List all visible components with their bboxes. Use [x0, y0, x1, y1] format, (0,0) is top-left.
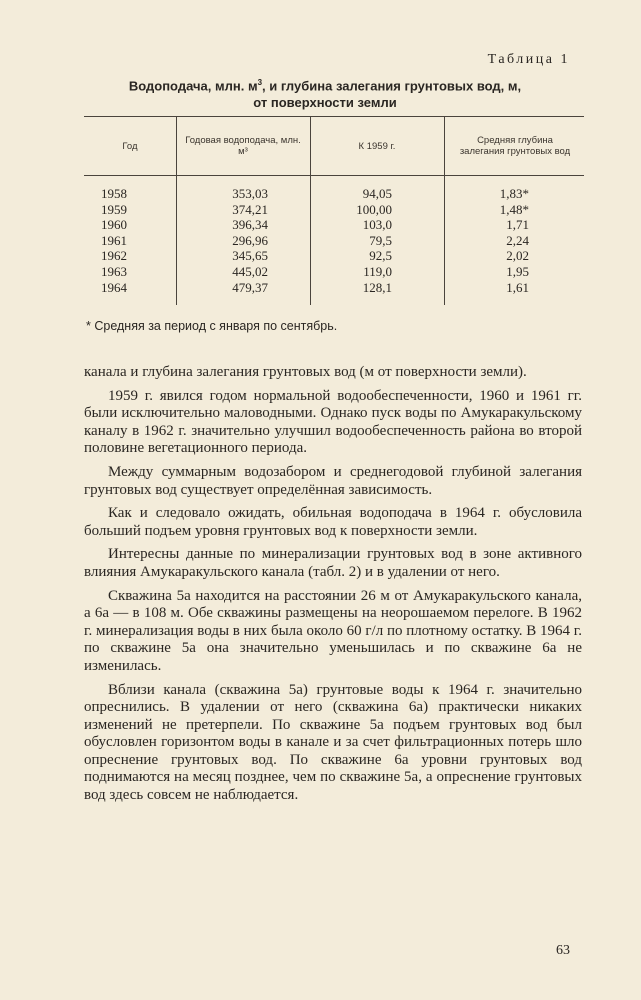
paragraph: Скважина 5а находится на расстоянии 26 м от Амукаракульского канала, а 6а — в 108 м. Обе скважины размещены на неорошаемом перелоге. В 1962 г. минерализация воды в них была около 60 г/л по плотному остатку. В 1964 г. по скважине 5а она значительно уменьшилась и по скважине 6а не изменилась.: [84, 587, 582, 674]
cell-relative: 128,1: [362, 279, 392, 295]
cell-volume: 345,65: [232, 248, 268, 264]
cell-relative: 119,0: [363, 263, 392, 279]
table-label: Таблица 1: [487, 52, 570, 67]
paragraph: Как и следовало ожидать, обильная водоподача в 1964 г. обусловила больший подъем уровня грунтовых вод к поверхности земли.: [84, 505, 582, 539]
page-number: 63: [556, 943, 570, 958]
cell-volume: 353,03: [232, 186, 268, 201]
table-row: [84, 233, 584, 249]
cell-depth: 1,95: [506, 263, 529, 279]
table-title: [70, 74, 580, 111]
cell-volume: 479,37: [232, 279, 268, 295]
cell-depth: 2,24: [506, 232, 529, 248]
table-row: [84, 248, 584, 264]
paragraph: Интересны данные по минерализации грунтовых вод в зоне активного влияния Амукаракульского канала (табл. 2) и в удалении от него.: [84, 546, 582, 580]
table-title-superscript: 3: [257, 78, 263, 87]
table-row: [84, 280, 584, 296]
table-body: [84, 186, 584, 295]
paragraph: Между суммарным водозабором и среднегодовой глубиной залегания грунтовых вод существует определённая зависимость.: [84, 463, 582, 498]
header-relative: К 1959 г.: [358, 140, 396, 152]
cell-volume: 374,21: [232, 201, 268, 217]
cell-year: 1961: [101, 232, 127, 248]
cell-depth: 1,61: [506, 279, 529, 295]
cell-relative: 103,0: [362, 217, 392, 233]
table-title-line2: от поверхности земли: [253, 95, 397, 111]
table-title-line1-b: , и глубина залегания грунтовых вод, м,: [262, 78, 522, 94]
cell-relative: 94,05: [362, 186, 392, 201]
cell-depth: 1,48*: [499, 201, 529, 217]
cell-relative: 100,00: [356, 201, 392, 217]
paragraph: 1959 г. явился годом нормальной водообеспеченности, 1960 и 1961 гг. были исключительно маловодными. Однако пуск воды по Амукаракульскому каналу в 1962 г. значительно улучшил водообеспеченность района во второй половине вегетационного периода.: [84, 387, 582, 457]
header-depth: Средняя глубина залегания грунтовых вод: [459, 135, 571, 157]
table-row: [84, 202, 584, 218]
cell-year: 1963: [101, 263, 127, 279]
body-text: [84, 364, 582, 811]
cell-year: 1962: [101, 248, 127, 264]
cell-volume: 445,02: [232, 263, 268, 279]
table-row: [84, 217, 584, 233]
paragraph: канала и глубина залегания грунтовых вод (м от поверхности земли).: [84, 364, 527, 380]
header-year: Год: [122, 140, 138, 152]
cell-volume: 296,96: [232, 232, 268, 248]
cell-relative: 92,5: [369, 248, 392, 264]
cell-depth: 1,71: [506, 217, 529, 233]
cell-volume: 396,34: [232, 217, 268, 233]
table-title-line1-a: Водоподача, млн. м: [128, 78, 258, 94]
header-volume: Годовая водоподача, млн. м³: [185, 135, 301, 157]
table-footnote: * Средняя за период с января по сентябрь.: [86, 319, 338, 333]
cell-year: 1960: [101, 217, 127, 233]
cell-year: 1958: [101, 186, 127, 201]
header-rule: [84, 175, 584, 176]
cell-year: 1964: [101, 279, 127, 295]
data-table: [84, 116, 584, 305]
table-row: [84, 186, 584, 202]
cell-relative: 79,5: [369, 232, 392, 248]
cell-depth: 2,02: [506, 248, 529, 264]
cell-year: 1959: [101, 201, 127, 217]
cell-depth: 1,83*: [499, 186, 529, 201]
paragraph: Вблизи канала (скважина 5а) грунтовые воды к 1964 г. значительно опреснились. В удалении от него (скважина 6а) практически никаких изменений не претерпели. По скважине 5а подъем грунтовых вод был обусловлен горизонтом воды в канале и за счет фильтрационных потерь шло опреснение грунтовых вод. По скважине 6а уровни грунтовых вод поднимаются на месяц позднее, чем по скважине 5а, а опреснение грунтовых вод здесь совсем не наблюдается.: [84, 681, 582, 804]
table-row: [84, 264, 584, 280]
